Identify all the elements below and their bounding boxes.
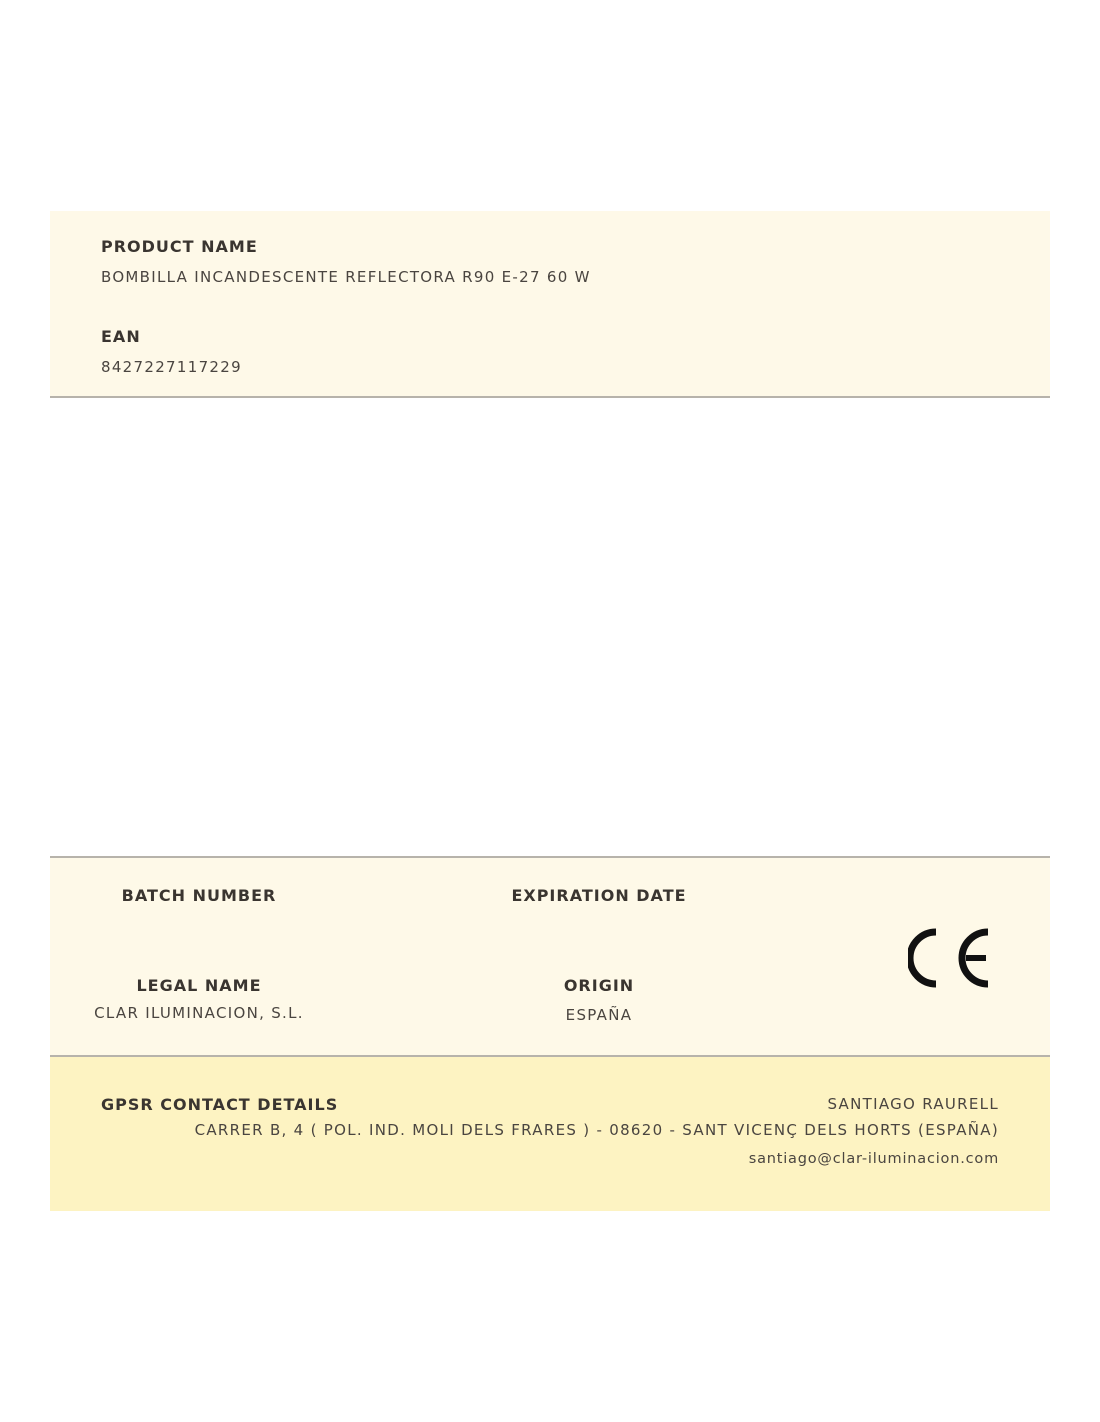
gpsr-contact-name: SANTIAGO RAURELL — [827, 1095, 999, 1113]
legal-name-label: LEGAL NAME — [136, 976, 262, 995]
expiration-date-label: EXPIRATION DATE — [511, 886, 687, 905]
product-name-label: PRODUCT NAME — [101, 237, 258, 256]
product-info-section — [50, 211, 1050, 398]
manufacturer-info-section — [50, 856, 1050, 1057]
origin-label: ORIGIN — [563, 976, 635, 995]
legal-name-value: CLAR ILUMINACION, S.L. — [94, 1004, 304, 1022]
batch-number-label: BATCH NUMBER — [121, 886, 277, 905]
gpsr-contact-email[interactable]: santiago@clar-iluminacion.com — [748, 1151, 999, 1167]
gpsr-contact-address: CARRER B, 4 ( POL. IND. MOLI DELS FRARES ) - 08620 - SANT VICENÇ DELS HORTS (ESPAÑA) — [194, 1121, 999, 1139]
product-name-value: BOMBILLA INCANDESCENTE REFLECTORA R90 E-27 60 W — [101, 268, 591, 286]
gpsr-contact-section — [50, 1057, 1050, 1211]
ce-mark-icon — [908, 928, 992, 988]
origin-value: ESPAÑA — [565, 1006, 633, 1024]
ean-label: EAN — [101, 327, 141, 346]
ean-value: 8427227117229 — [101, 358, 242, 376]
gpsr-contact-label: GPSR CONTACT DETAILS — [101, 1095, 339, 1114]
